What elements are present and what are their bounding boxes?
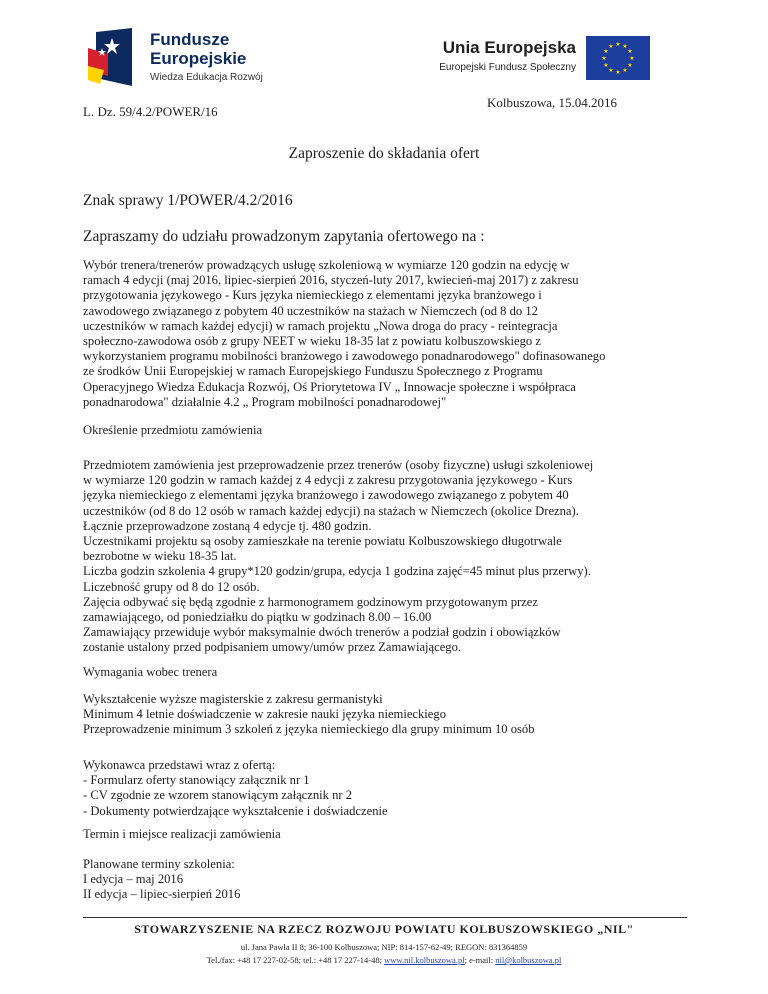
svg-text:★: ★ (627, 62, 633, 69)
paragraph-line: Wybór trenera/trenerów prowadzących usługę szkoleniową w wymiarze 120 godzin na edycję w (83, 258, 570, 272)
svg-text:★: ★ (615, 41, 621, 48)
footer-email-label: ; e-mail: (464, 955, 494, 965)
footer-organization: STOWARZYSZENIE NA RZECZ ROZWOJU POWIATU KOLBUSZOWSKIEGO „NIL" (134, 922, 634, 936)
term-intro: Planowane terminy szkolenia: (83, 857, 235, 871)
contractor-documents (83, 758, 687, 819)
footer-address: ul. Jana Pawła II 8; 36-100 Kolbuszowa; NIP: 814-157-62-49; REGON: 831364859 (240, 942, 528, 952)
eu-flag-icon (586, 36, 650, 80)
paragraph-line: wykorzystaniem programu mobilności branżowego i zawodowego ponadnarodowego" dofinasowanego (83, 349, 606, 364)
unia-europejska-logo (432, 34, 672, 84)
list-item: - CV zgodnie ze wzorem stanowiącym załącznik nr 2 (83, 788, 353, 803)
requirements-section-title: Wymagania wobec trenera (83, 665, 218, 679)
subject-paragraph (83, 458, 687, 656)
paragraph-line: zostanie ustalony przed podpisaniem umowy/umów przez Zamawiającego. (83, 640, 462, 655)
list-item: Minimum 4 letnie doświadczenie w zakresie nauki języka niemieckiego (83, 707, 446, 722)
paragraph-line: ze środków Unii Europejskiej w ramach Europejskiego Funduszu Społecznego z Programu (83, 364, 543, 379)
fe-logo-subtitle: Wiedza Edukacja Rozwój (150, 72, 263, 83)
paragraph-line: uczestników w ramach każdej edycji) w ramach projektu „Nowa droga do pracy - reintegracja (83, 318, 558, 333)
contractor-intro: Wykonawca przedstawi wraz z ofertą: (83, 758, 276, 772)
footer-email-link[interactable]: nil@kolbuszowa.pl (495, 955, 562, 965)
term-section-title: Termin i miejsce realizacji zamówienia (83, 827, 281, 841)
reference-number: L. Dz. 59/4.2/POWER/16 (83, 104, 218, 119)
paragraph-line: uczestników (od 8 do 12 osób w ramach każdej edycji) na stażach w Niemczech (okolice Drezna). (83, 503, 579, 518)
invitation-text: Zapraszamy do udziału prowadzonym zapytania ofertowego na : (83, 228, 485, 245)
list-item: I edycja – maj 2016 (83, 872, 184, 887)
paragraph-line: zamawiającego, od poniedziałku do piątku w godzinach 8.00 – 16.00 (83, 610, 432, 625)
svg-text:★: ★ (601, 55, 607, 62)
list-item: - Dokumenty potwierdzające wykształcenie i doświadczenie (83, 803, 388, 818)
paragraph-line: ponadnarodowa" działalnie 4.2 „ Program mobilności ponadnarodowej" (83, 394, 447, 409)
svg-text:★: ★ (627, 48, 633, 55)
paragraph-line: ramach 4 edycji (maj 2016, lipiec-sierpień 2016, styczeń-luty 2017, kwiecień-maj 2017) z zakresu (83, 273, 579, 288)
paragraph-line: przygotowania językowego - Kurs języka niemieckiego z elementami języka branżowego i (83, 288, 542, 303)
requirements-list (83, 692, 687, 738)
document-title: Zaproszenie do składania ofert (288, 145, 480, 162)
paragraph-line: Zamawiający przewiduje wybór maksymalnie dwóch trenerów a podział godzin i obowiązków (83, 625, 561, 640)
paragraph-line: Operacyjnego Wiedza Edukacja Rozwój, Oś Priorytetowa IV „ Innowacje społeczne i współpraca (83, 379, 576, 394)
list-item: Wykształcenie wyższe magisterskie z zakresu germanistyki (83, 692, 383, 706)
ue-logo-title: Unia Europejska (442, 38, 576, 57)
place-date: Kolbuszowa, 15.04.2016 (487, 95, 617, 110)
list-item: II edycja – lipiec-sierpień 2016 (83, 887, 241, 902)
svg-text:★: ★ (603, 48, 609, 55)
paragraph-line: Zajęcia odbywać się będą zgodnie z harmonogramem godzinowym przygotowanym przez (83, 594, 538, 609)
paragraph-line: języka niemieckiego z elementami języka branżowego i zawodowego związanego z pobytem 40 (83, 488, 569, 503)
footer-website-link[interactable]: www.nil.kolbuszowa.pl (384, 955, 465, 965)
paragraph-line: Liczba godzin szkolenia 4 grupy*120 godzin/grupa, edycja 1 godzina zajęć=45 minut plus przerwy). (83, 564, 591, 579)
footer-phone: Tel./fax: +48 17 227-02-58; tel.: +48 17 227-14-48; (206, 955, 383, 965)
intro-paragraph (83, 258, 687, 410)
svg-text:★: ★ (603, 62, 609, 69)
fe-logo-title: Fundusze Europejskie (150, 30, 247, 68)
paragraph-line: zawodowego związanego z pobytem 40 uczestników na stażach w Niemczech (od 8 do 12 (83, 303, 538, 318)
paragraph-line: Uczestnikami projektu są osoby zamieszkałe na terenie powiatu Kolbuszowskiego długotrwale (83, 534, 562, 549)
paragraph-line: Liczebność grupy od 8 do 12 osób. (83, 579, 260, 594)
paragraph-line: Łącznie przeprowadzone zostaną 4 edycje tj. 480 godzin. (83, 518, 372, 533)
paragraph-line: Przedmiotem zamówienia jest przeprowadzenie przez trenerów (osoby fizyczne) usługi szkoleniowej (83, 458, 594, 472)
svg-text:★: ★ (629, 55, 635, 62)
footer-divider (83, 917, 687, 918)
footer-contact (0, 955, 768, 965)
svg-text:★: ★ (622, 43, 628, 50)
subject-section-title: Określenie przedmiotu zamówienia (83, 423, 263, 437)
case-number: Znak sprawy 1/POWER/4.2/2016 (83, 192, 293, 209)
list-item: - Formularz oferty stanowiący załącznik nr 1 (83, 773, 310, 788)
paragraph-line: w wymiarze 120 godzin w ramach każdej z 4 edycji z zakresu przygotowania językowego - Kurs (83, 473, 573, 488)
svg-text:★: ★ (608, 67, 614, 74)
svg-text:★: ★ (608, 43, 614, 50)
fundusze-europejskie-logo (88, 28, 318, 86)
term-list (83, 857, 687, 903)
ue-logo-subtitle: Europejski Fundusz Społeczny (439, 62, 576, 73)
svg-text:★: ★ (615, 69, 621, 76)
list-item: Przeprowadzenie minimum 3 szkoleń z języka niemieckiego dla grupy minimum 10 osób (83, 722, 535, 737)
paragraph-line: społeczno-zawodowa osób z grupy NEET w wieku 18-35 lat z powiatu kolbuszowskiego z (83, 334, 541, 349)
paragraph-line: bezrobotne w wieku 18-35 lat. (83, 549, 237, 564)
fe-flag-icon (88, 28, 136, 86)
svg-text:★: ★ (622, 67, 628, 74)
